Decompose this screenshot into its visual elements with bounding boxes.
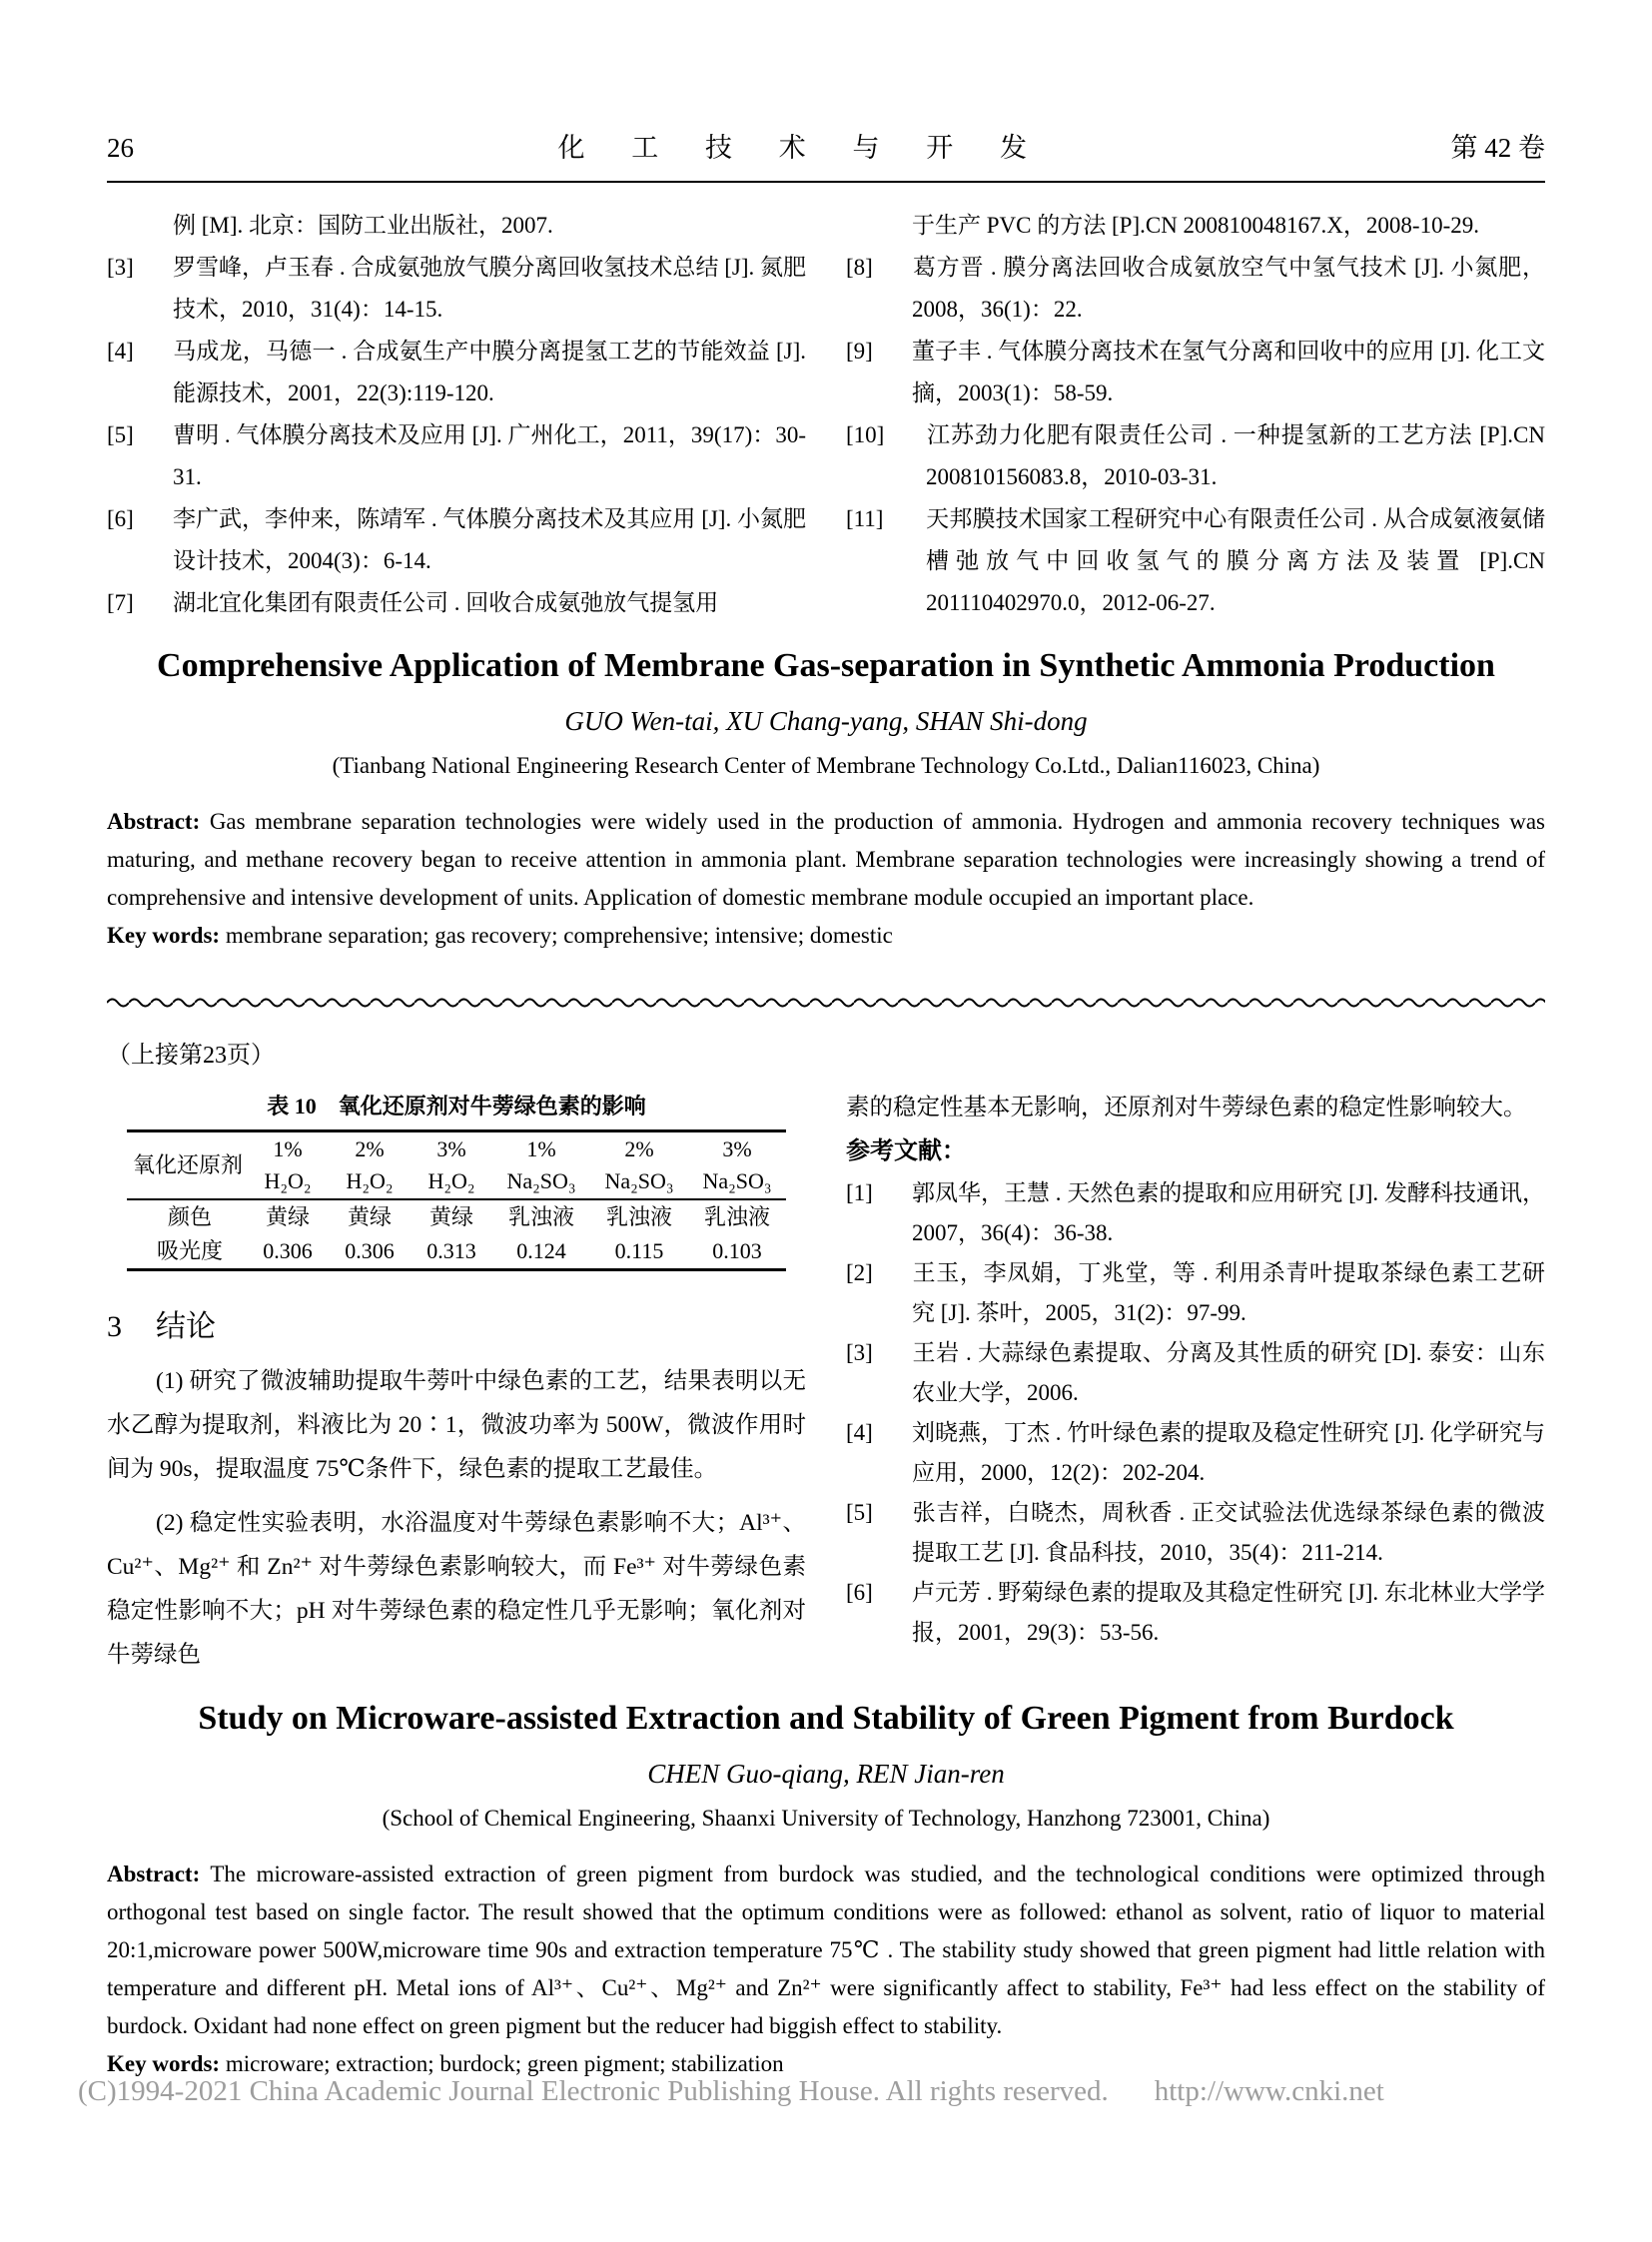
reference-text: 葛方晋 . 膜分离法回收合成氨放空气中氢气技术 [J]. 小氮肥，2008，36(1)：22. xyxy=(912,255,1545,322)
volume-label: 第 42 卷 xyxy=(1450,133,1545,163)
col-chem: Na₂SO₃ xyxy=(506,1168,576,1193)
reference-item xyxy=(107,414,806,498)
reference-item xyxy=(107,582,806,624)
references-column-right xyxy=(846,205,1545,624)
keywords-label: Key words: xyxy=(107,2051,221,2076)
article1-abstract xyxy=(107,803,1545,917)
table-row xyxy=(127,1199,786,1234)
article2-abstract xyxy=(107,1856,1545,2045)
conclusion-paragraph-2: (2) 稳定性实验表明，水浴温度对牛蒡绿色素影响不大；Al³⁺、Cu²⁺、Mg²⁺ 和 Zn²⁺ 对牛蒡绿色素影响较大，而 Fe³⁺ 对牛蒡绿色素稳定性影响不大；pH 对牛蒡绿色素的稳定性几乎无影响；氧化剂对牛蒡绿色 xyxy=(107,1510,806,1668)
reference-item xyxy=(107,247,806,331)
reference-item xyxy=(846,205,1545,247)
section-number: 3 xyxy=(107,1310,122,1343)
table-cell: 0.306 xyxy=(263,1238,313,1263)
table-cell: 0.306 xyxy=(345,1238,395,1263)
reference-label: [10] xyxy=(846,422,885,447)
reference-label: [11] xyxy=(846,506,884,531)
reference-item xyxy=(846,498,1545,624)
reference-label: [5] xyxy=(107,422,134,447)
table-cell: 黄绿 xyxy=(347,1204,392,1229)
article1-keywords xyxy=(107,917,1545,955)
table-cell: 黄绿 xyxy=(428,1204,473,1229)
reference-text: 天邦膜技术国家工程研究中心有限责任公司 . 从合成氨液氨储槽弛放气中回收氢气的膜分离方法及装置 [P].CN 201110402970.0，2012-06-27. xyxy=(926,506,1545,615)
col-chem: Na₂SO₃ xyxy=(604,1168,674,1193)
reference-text: 湖北宜化集团有限责任公司 . 回收合成氨弛放气提氢用 xyxy=(173,590,719,615)
table10-caption: 表 10 氧化还原剂对牛蒡绿色素的影响 xyxy=(267,1094,646,1119)
references-column-left xyxy=(107,205,806,624)
reference-text: 例 [M]. 北京：国防工业出版社，2007. xyxy=(173,213,553,238)
top-references xyxy=(107,205,1545,624)
table-col-header xyxy=(688,1131,786,1200)
table-row-header: 氧化还原剂 xyxy=(127,1131,247,1200)
table-cell: 0.103 xyxy=(712,1238,762,1263)
table-cell: 乳浊液 xyxy=(605,1204,672,1229)
main-columns xyxy=(107,1086,1545,1677)
reference-item xyxy=(846,331,1545,414)
main-column-left xyxy=(107,1086,806,1677)
conclusion-paragraph-2-continued: 素的稳定性基本无影响，还原剂对牛蒡绿色素的稳定性影响较大。 xyxy=(846,1095,1527,1121)
article1-affiliation: (Tianbang National Engineering Research Center of Membrane Technology Co.Ltd., Dalian116023, China) xyxy=(332,753,1320,778)
abstract-label: Abstract: xyxy=(107,1862,201,1886)
references-heading: 参考文献： xyxy=(846,1138,966,1164)
reference-item xyxy=(107,498,806,582)
table-col-header xyxy=(411,1131,492,1200)
col-pct: 1% xyxy=(526,1136,556,1161)
reference-label: [1] xyxy=(846,1180,873,1205)
table-row xyxy=(127,1234,786,1270)
footer-url: http://www.cnki.net xyxy=(1154,2075,1384,2107)
table-cell: 0.124 xyxy=(516,1238,566,1263)
reference-label: [3] xyxy=(107,255,134,280)
row-name: 颜色 xyxy=(167,1204,212,1229)
table-col-header xyxy=(247,1131,329,1200)
reference-label: [4] xyxy=(846,1420,873,1445)
section-title: 结论 xyxy=(156,1310,216,1343)
col-chem: Na₂SO₃ xyxy=(702,1168,772,1193)
reference-item xyxy=(846,1413,1545,1493)
section-heading-conclusion xyxy=(107,1301,806,1345)
journal-title: 化 工 技 术 与 开 发 xyxy=(557,133,1047,163)
keywords-text: microware; extraction; burdock; green pigment; stabilization xyxy=(220,2051,784,2076)
reference-text: 马成龙，马德一 . 合成氨生产中膜分离提氢工艺的节能效益 [J]. 能源技术，2001，22(3):119-120. xyxy=(173,339,806,405)
references-list xyxy=(846,1173,1545,1653)
reference-item xyxy=(846,1493,1545,1573)
reference-label: [5] xyxy=(846,1500,873,1525)
article1-authors: GUO Wen-tai, XU Chang-yang, SHAN Shi-dong xyxy=(564,706,1088,736)
reference-label: [6] xyxy=(846,1580,873,1605)
reference-item xyxy=(846,1173,1545,1253)
page-number: 26 xyxy=(107,133,134,163)
reference-text: 郭凤华，王慧 . 天然色素的提取和应用研究 [J]. 发酵科技通讯，2007，36(4)：36-38. xyxy=(912,1180,1545,1245)
table-cell: 乳浊液 xyxy=(703,1204,770,1229)
table-col-header xyxy=(492,1131,590,1200)
main-column-right xyxy=(846,1086,1545,1677)
reference-item xyxy=(846,1253,1545,1333)
reference-text: 刘晓燕，丁杰 . 竹叶绿色素的提取及稳定性研究 [J]. 化学研究与应用，2000，12(2)：202-204. xyxy=(912,1420,1545,1485)
reference-text: 王岩 . 大蒜绿色素提取、分离及其性质的研究 [D]. 泰安：山东农业大学，2006. xyxy=(912,1340,1545,1405)
article2-title: Study on Microware-assisted Extraction and Stability of Green Pigment from Burdock xyxy=(198,1700,1454,1737)
col-chem: H₂O₂ xyxy=(346,1168,394,1193)
reference-text: 曹明 . 气体膜分离技术及应用 [J]. 广州化工，2011，39(17)：30-31. xyxy=(173,422,806,489)
col-pct: 2% xyxy=(355,1136,385,1161)
article2-affiliation: (School of Chemical Engineering, Shaanxi University of Technology, Hanzhong 723001, China) xyxy=(382,1806,1270,1831)
cnki-footer xyxy=(78,2075,1384,2108)
reference-label: [3] xyxy=(846,1340,873,1365)
row-name: 吸光度 xyxy=(156,1238,223,1263)
table-cell: 黄绿 xyxy=(265,1204,310,1229)
footer-copyright: (C)1994-2021 China Academic Journal Electronic Publishing House. All rights reserved. xyxy=(78,2075,1109,2107)
reference-text: 罗雪峰，卢玉春 . 合成氨弛放气膜分离回收氢技术总结 [J]. 氮肥技术，2010，31(4)：14-15. xyxy=(173,255,806,322)
col-pct: 1% xyxy=(273,1136,303,1161)
reference-item xyxy=(107,205,806,247)
table-cell: 0.313 xyxy=(426,1238,476,1263)
col-pct: 3% xyxy=(436,1136,466,1161)
article1-title: Comprehensive Application of Membrane Gas-separation in Synthetic Ammonia Production xyxy=(157,647,1495,684)
table-col-header xyxy=(329,1131,411,1200)
reference-item xyxy=(846,414,1545,498)
col-pct: 2% xyxy=(624,1136,654,1161)
col-chem: H₂O₂ xyxy=(427,1168,475,1193)
reference-text: 李广武，李仲来，陈靖军 . 气体膜分离技术及其应用 [J]. 小氮肥设计技术，2004(3)：6-14. xyxy=(173,506,806,573)
table-cell: 乳浊液 xyxy=(507,1204,574,1229)
reference-item xyxy=(846,1333,1545,1413)
keywords-text: membrane separation; gas recovery; comprehensive; intensive; domestic xyxy=(220,923,893,948)
reference-label: [7] xyxy=(107,590,134,615)
reference-text: 江苏劲力化肥有限责任公司 . 一种提氢新的工艺方法 [P].CN 200810156083.8，2010-03-31. xyxy=(926,422,1545,489)
reference-text: 张吉祥，白晓杰，周秋香 . 正交试验法优选绿茶绿色素的微波提取工艺 [J]. 食品科技，2010，35(4)：211-214. xyxy=(912,1500,1545,1565)
reference-label: [2] xyxy=(846,1260,873,1285)
reference-text: 董子丰 . 气体膜分离技术在氢气分离和回收中的应用 [J]. 化工文摘，2003(1)：58-59. xyxy=(912,339,1545,405)
reference-text: 于生产 PVC 的方法 [P].CN 200810048167.X，2008-10-29. xyxy=(912,213,1479,238)
reference-item xyxy=(846,1573,1545,1653)
abstract-text: Gas membrane separation technologies were widely used in the production of ammonia. Hydrogen and ammonia recovery techniques was maturing, and methane recovery began to receive attention in ammonia plant. Membrane separation technologies were increasingly showing a trend of comprehensive and intensive development of units. Application of domestic membrane module occupied an important place. xyxy=(107,809,1545,910)
table-header-row xyxy=(127,1131,786,1200)
continuation-note: （上接第23页） xyxy=(107,1043,275,1069)
page-header xyxy=(107,126,1545,183)
col-pct: 3% xyxy=(722,1136,752,1161)
table-col-header xyxy=(590,1131,688,1200)
col-chem: H₂O₂ xyxy=(264,1168,312,1193)
conclusion-paragraph-1: (1) 研究了微波辅助提取牛蒡叶中绿色素的工艺，结果表明以无水乙醇为提取剂，料液比为 20∶1，微波功率为 500W，微波作用时间为 90s，提取温度 75℃条件下，绿色素的提取工艺最佳。 xyxy=(107,1368,806,1482)
reference-label: [6] xyxy=(107,506,134,531)
abstract-label: Abstract: xyxy=(107,809,201,834)
reference-label: [9] xyxy=(846,339,873,364)
reference-label: [8] xyxy=(846,255,873,280)
keywords-label: Key words: xyxy=(107,923,221,948)
reference-text: 卢元芳 . 野菊绿色素的提取及其稳定性研究 [J]. 东北林业大学学报，2001，29(3)：53-56. xyxy=(912,1580,1545,1645)
abstract-text: The microware-assisted extraction of green pigment from burdock was studied, and the technological conditions were optimized through orthogonal test based on single factor. The result showed that the optimum conditions were as followed: ethanol as solvent, ratio of liquor to material 20:1,microware power 500W,microware time 90s and extraction temperature 75℃ . The stability study showed that green pigment had little relation with temperature and different pH. Metal ions of Al³⁺、Cu²⁺、Mg²⁺ and Zn²⁺ were significantly affect to stability, Fe³⁺ had less effect on the stability of burdock. Oxidant had none effect on green pigment but the reducer had biggish effect to stability. xyxy=(107,1862,1545,2038)
wavy-divider xyxy=(107,995,1545,1009)
reference-label: [4] xyxy=(107,339,134,364)
reference-item xyxy=(846,247,1545,331)
article2-authors: CHEN Guo-qiang, REN Jian-ren xyxy=(647,1759,1005,1789)
reference-item xyxy=(107,331,806,414)
reference-text: 王玉，李凤娟，丁兆堂，等 . 利用杀青叶提取茶绿色素工艺研究 [J]. 茶叶，2005，31(2)：97-99. xyxy=(912,1260,1545,1325)
table-cell: 0.115 xyxy=(614,1238,664,1263)
table10 xyxy=(127,1129,786,1271)
